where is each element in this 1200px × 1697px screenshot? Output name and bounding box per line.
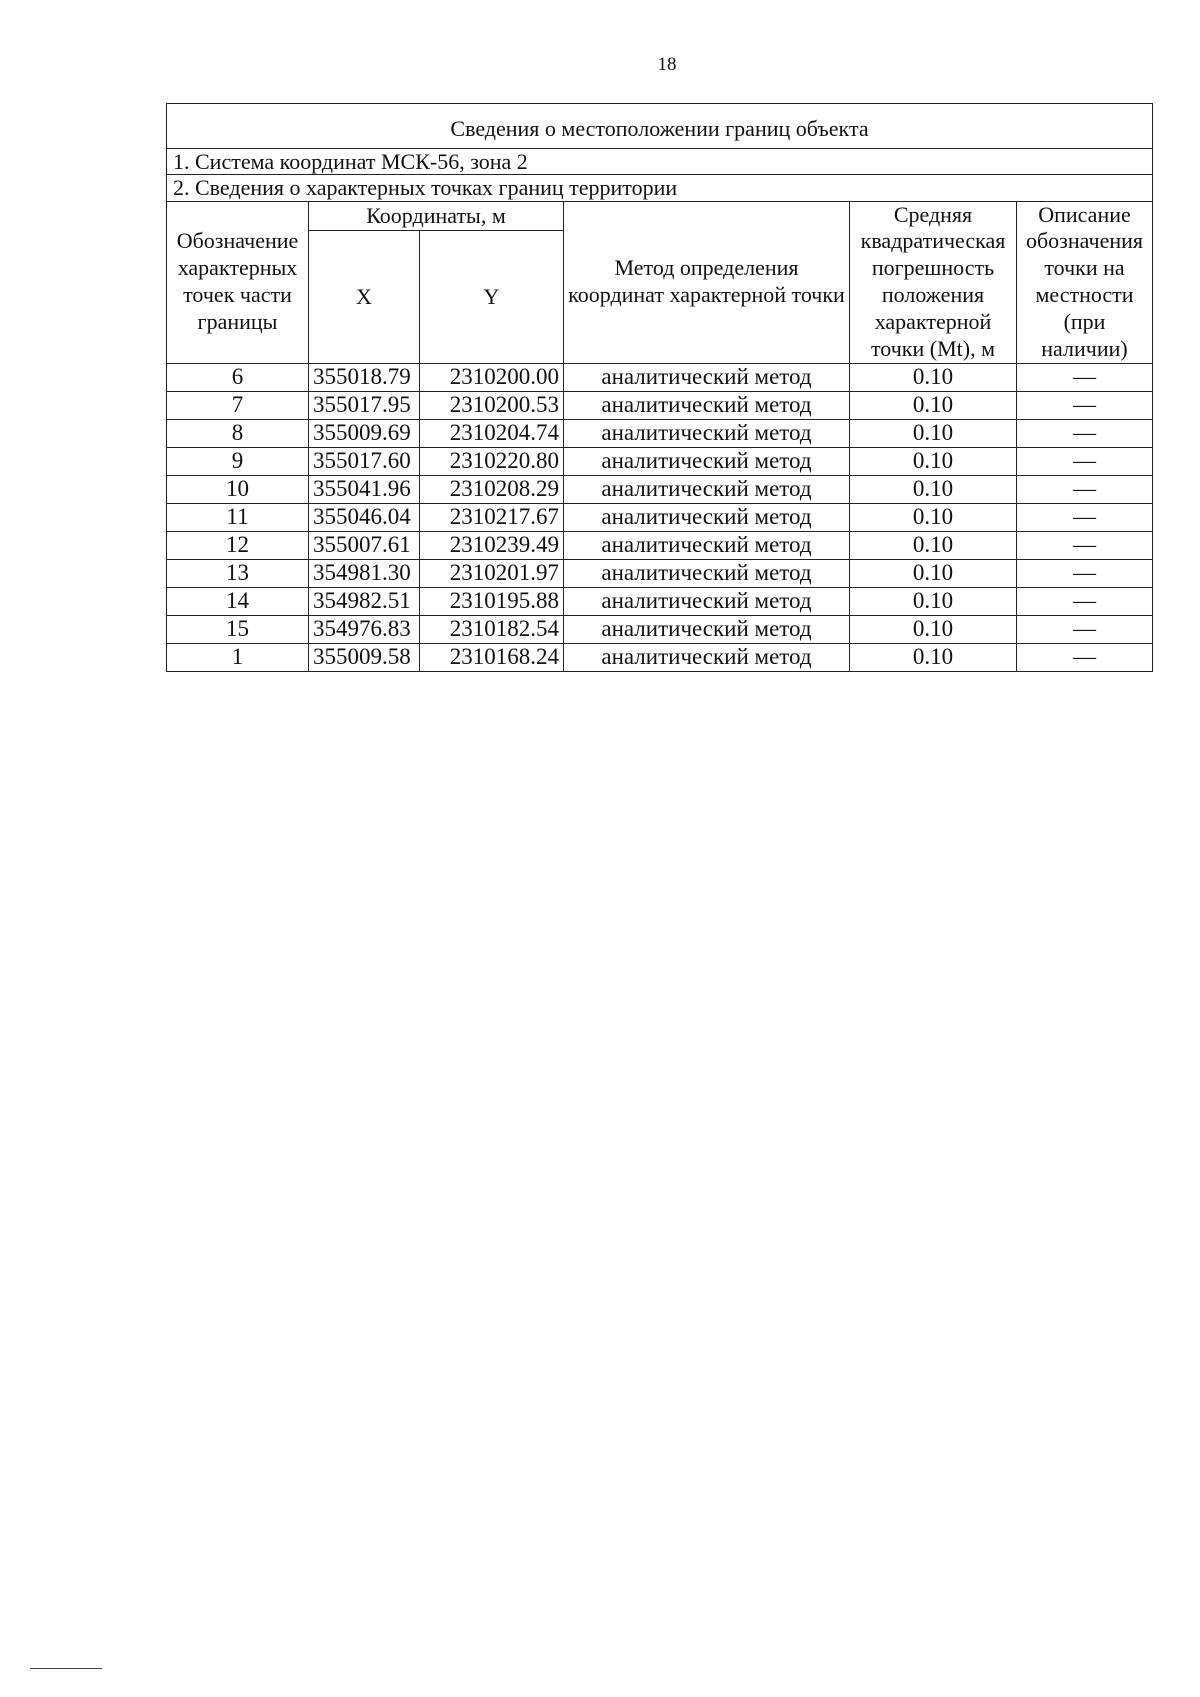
boundary-points-table [166, 103, 1153, 672]
cell-description: — [1017, 419, 1153, 447]
cell-method: аналитический метод [564, 475, 850, 503]
cell-method: аналитический метод [564, 531, 850, 559]
cell-accuracy: 0.10 [850, 419, 1017, 447]
cell-x: 355009.69 [309, 419, 420, 447]
cell-x: 355018.79 [309, 363, 420, 391]
cell-y: 2310200.00 [420, 363, 564, 391]
cell-x: 354982.51 [309, 587, 420, 615]
coordinate-system-row [167, 149, 1153, 175]
cell-y: 2310204.74 [420, 419, 564, 447]
cell-y: 2310182.54 [420, 615, 564, 643]
cell-description: — [1017, 531, 1153, 559]
cell-method: аналитический метод [564, 391, 850, 419]
cell-description: — [1017, 475, 1153, 503]
header-description: Описание обозначения точки на местности (при наличии) [1017, 201, 1153, 363]
header-x: X [309, 231, 420, 363]
cell-x: 355009.58 [309, 643, 420, 671]
table-row [167, 615, 1153, 643]
table-title: Сведения о местоположении границ объекта [167, 104, 1153, 149]
cell-accuracy: 0.10 [850, 503, 1017, 531]
cell-method: аналитический метод [564, 447, 850, 475]
cell-y: 2310239.49 [420, 531, 564, 559]
cell-point: 8 [167, 419, 309, 447]
cell-accuracy: 0.10 [850, 559, 1017, 587]
cell-description: — [1017, 503, 1153, 531]
cell-method: аналитический метод [564, 643, 850, 671]
coordinate-system-label: 1. Система координат МСК-56, зона 2 [167, 149, 1153, 175]
cell-point: 7 [167, 391, 309, 419]
header-method: Метод определения координат характерной точки [564, 201, 850, 363]
header-point-designation: Обозначение характерных точек части границы [167, 201, 309, 363]
table-title-row [167, 104, 1153, 149]
cell-point: 12 [167, 531, 309, 559]
cell-accuracy: 0.10 [850, 363, 1017, 391]
cell-method: аналитический метод [564, 587, 850, 615]
cell-y: 2310201.97 [420, 559, 564, 587]
table-row [167, 643, 1153, 671]
cell-x: 355041.96 [309, 475, 420, 503]
cell-x: 355007.61 [309, 531, 420, 559]
table-row [167, 363, 1153, 391]
cell-point: 1 [167, 643, 309, 671]
header-coordinates-group: Координаты, м [309, 201, 564, 231]
cell-y: 2310168.24 [420, 643, 564, 671]
cell-y: 2310200.53 [420, 391, 564, 419]
cell-description: — [1017, 615, 1153, 643]
cell-method: аналитический метод [564, 419, 850, 447]
cell-x: 355017.95 [309, 391, 420, 419]
cell-accuracy: 0.10 [850, 587, 1017, 615]
cell-method: аналитический метод [564, 503, 850, 531]
cell-point: 13 [167, 559, 309, 587]
cell-point: 9 [167, 447, 309, 475]
cell-method: аналитический метод [564, 559, 850, 587]
table-row [167, 503, 1153, 531]
cell-point: 14 [167, 587, 309, 615]
table-row [167, 531, 1153, 559]
cell-accuracy: 0.10 [850, 475, 1017, 503]
cell-method: аналитический метод [564, 363, 850, 391]
cell-description: — [1017, 363, 1153, 391]
cell-description: — [1017, 559, 1153, 587]
page-number: 18 [657, 54, 677, 75]
cell-point: 10 [167, 475, 309, 503]
header-y: Y [420, 231, 564, 363]
table-row [167, 391, 1153, 419]
cell-y: 2310220.80 [420, 447, 564, 475]
cell-point: 6 [167, 363, 309, 391]
table-row [167, 475, 1153, 503]
cell-description: — [1017, 447, 1153, 475]
cell-accuracy: 0.10 [850, 391, 1017, 419]
table-row [167, 419, 1153, 447]
points-section-label: 2. Сведения о характерных точках границ территории [167, 175, 1153, 201]
cell-y: 2310208.29 [420, 475, 564, 503]
scan-edge-line [30, 1668, 102, 1669]
table-row [167, 587, 1153, 615]
cell-accuracy: 0.10 [850, 447, 1017, 475]
cell-y: 2310217.67 [420, 503, 564, 531]
cell-description: — [1017, 587, 1153, 615]
table-row [167, 447, 1153, 475]
cell-point: 11 [167, 503, 309, 531]
header-row-top [167, 201, 1153, 231]
cell-x: 355046.04 [309, 503, 420, 531]
cell-description: — [1017, 643, 1153, 671]
header-accuracy: Средняя квадратическая погрешность положения характерной точки (Mt), м [850, 201, 1017, 363]
table-row [167, 559, 1153, 587]
points-section-row [167, 175, 1153, 201]
cell-accuracy: 0.10 [850, 531, 1017, 559]
cell-accuracy: 0.10 [850, 615, 1017, 643]
cell-accuracy: 0.10 [850, 643, 1017, 671]
cell-description: — [1017, 391, 1153, 419]
cell-x: 354976.83 [309, 615, 420, 643]
cell-y: 2310195.88 [420, 587, 564, 615]
cell-point: 15 [167, 615, 309, 643]
cell-x: 355017.60 [309, 447, 420, 475]
cell-method: аналитический метод [564, 615, 850, 643]
cell-x: 354981.30 [309, 559, 420, 587]
